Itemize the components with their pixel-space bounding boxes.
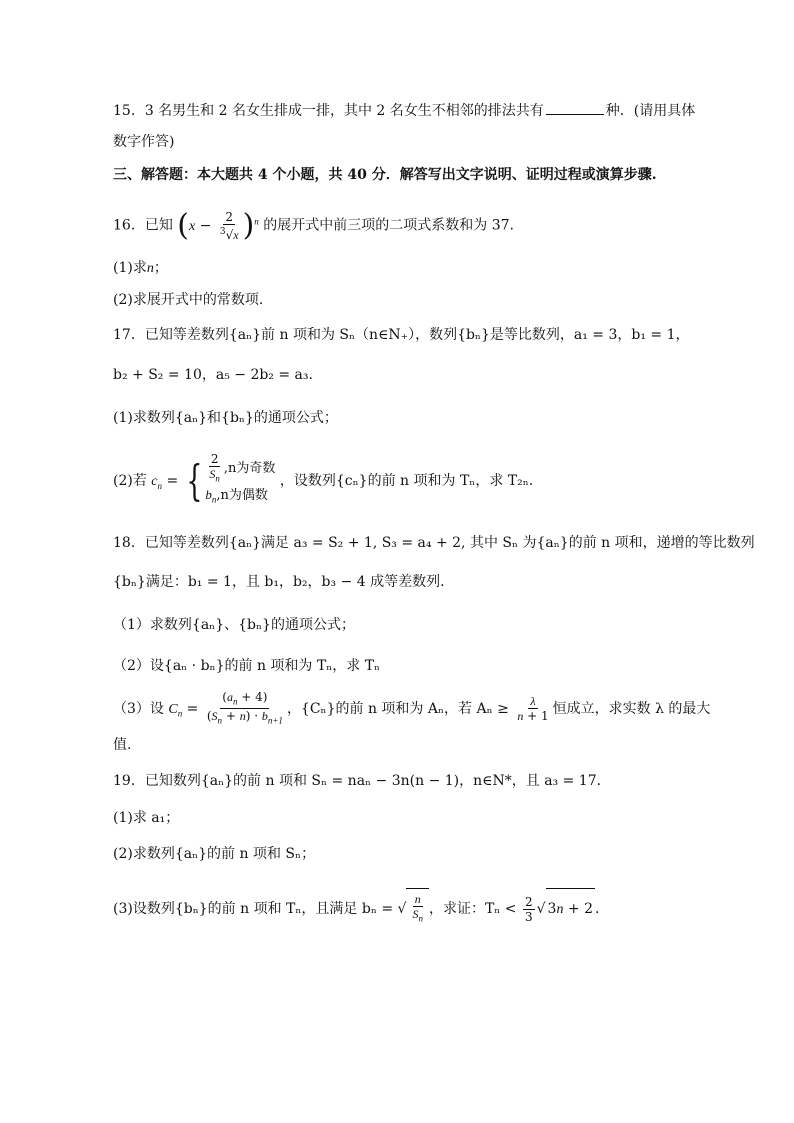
q16-line1: [113, 203, 514, 245]
q15-line1: [113, 100, 695, 121]
q18-p3-prefix: （3）设: [113, 700, 164, 717]
q16-expression: (x − $\frac{2}{^3√x}$ )$^n$: [177, 207, 259, 243]
q17-line1: 17．已知等差数列{aₙ}前 n 项和为 Sₙ（n∈N₊），数列{bₙ}是等比数列，a₁ = 3，b₁ = 1，: [113, 327, 690, 343]
q19-part3: (3)设数列{bₙ}的前 n 项和 Tₙ，且满足 bₙ = √ $\frac{n}{S_n}$ ，求证：Tₙ < $\frac{2}{3}$ √ 3n + 2 .: [113, 888, 599, 930]
q16-suffix: 的展开式中前三项的二项式系数和为 37.: [263, 217, 514, 234]
q18-part3: （3）设 $C_n$ = $\frac{(a_n + 4)}{(S_n + n) \cdot b_{n+1}}$ ，{Cₙ}的前 n 项和为 Aₙ，若 Aₙ ≥ $\frac{\lambda}{n + 1}$ 恒成立，求实数 λ 的最大: [113, 690, 711, 726]
q17-line2: b₂ + S₂ = 10，a₅ − 2b₂ = a₃.: [113, 367, 313, 383]
q19-line1: 19．已知数列{aₙ}的前 n 项和 Sₙ = naₙ − 3n(n − 1)，n∈N*，且 a₃ = 17．: [113, 773, 611, 789]
q16-p1-end: ；: [153, 260, 168, 276]
q15-text-b: 种．(请用具体: [605, 103, 696, 119]
q16-p1-text: (1)求: [113, 260, 147, 276]
q18-part1: （1）求数列{aₙ}、{bₙ}的通项公式；: [113, 617, 355, 633]
q19-p3-end: .: [595, 901, 600, 917]
q17-p2-suffix: ，设数列{cₙ}的前 n 项和为 Tₙ，求 T₂ₙ.: [279, 473, 534, 489]
q19-part2: (2)求数列{aₙ}的前 n 项和 Sₙ；: [113, 846, 316, 862]
q18-p3-suffix: 恒成立，求实数 λ 的最大: [552, 700, 711, 717]
q18-part2: （2）设{aₙ · bₙ}的前 n 项和为 Tₙ，求 Tₙ: [113, 658, 381, 674]
q16-part1: (1)求n；: [113, 260, 168, 276]
q17-cases: { $\frac{2}{S_n}$ ,n为奇数 $b_n,n$为偶数: [186, 452, 276, 505]
q17-part2: (2)若 $c_n$ = { $\frac{2}{S_n}$ ,n为奇数 $b_n,n$为偶数 ，设数列{cₙ}的前 n 项和为 Tₙ，求 T₂ₙ.: [113, 452, 533, 514]
q18-part3-end: 值.: [113, 737, 132, 753]
q16-prefix: 16．已知: [113, 217, 173, 234]
q18-p3-mid: ，{Cₙ}的前 n 项和为 Aₙ，若 Aₙ ≥: [286, 700, 509, 717]
q18-line1: 18．已知等差数列{aₙ}满足 a₃ = S₂ + 1, S₃ = a₄ + 2, 其中 Sₙ 为{aₙ}的前 n 项和，递增的等比数列: [113, 535, 755, 551]
q17-case1: ,n为奇数: [223, 461, 276, 477]
q19-p3-mid: ，求证：Tₙ <: [428, 901, 517, 917]
q16-part2: (2)求展开式中的常数项.: [113, 292, 264, 308]
q17-p2-prefix: (2)若: [113, 473, 147, 489]
q15-blank: [546, 100, 604, 115]
q17-part1: (1)求数列{aₙ}和{bₙ}的通项公式；: [113, 410, 338, 426]
q18-line2: {bₙ}满足：b₁ = 1，且 b₁，b₂，b₃ − 4 成等差数列．: [113, 574, 455, 590]
q15-text-a: 15．3 名男生和 2 名女生排成一排，其中 2 名女生不相邻的排法共有: [113, 103, 544, 119]
q17-case2: ,n为偶数: [216, 488, 268, 504]
q15-line2: 数字作答): [113, 134, 175, 150]
q19-part1: (1)求 a₁；: [113, 810, 180, 826]
section3-heading: 三、解答题：本大题共 4 个小题，共 40 分．解答写出文字说明、证明过程或演算步骤.: [113, 167, 657, 183]
q19-p3-prefix: (3)设数列{bₙ}的前 n 项和 Tₙ，且满足 bₙ =: [113, 901, 394, 917]
